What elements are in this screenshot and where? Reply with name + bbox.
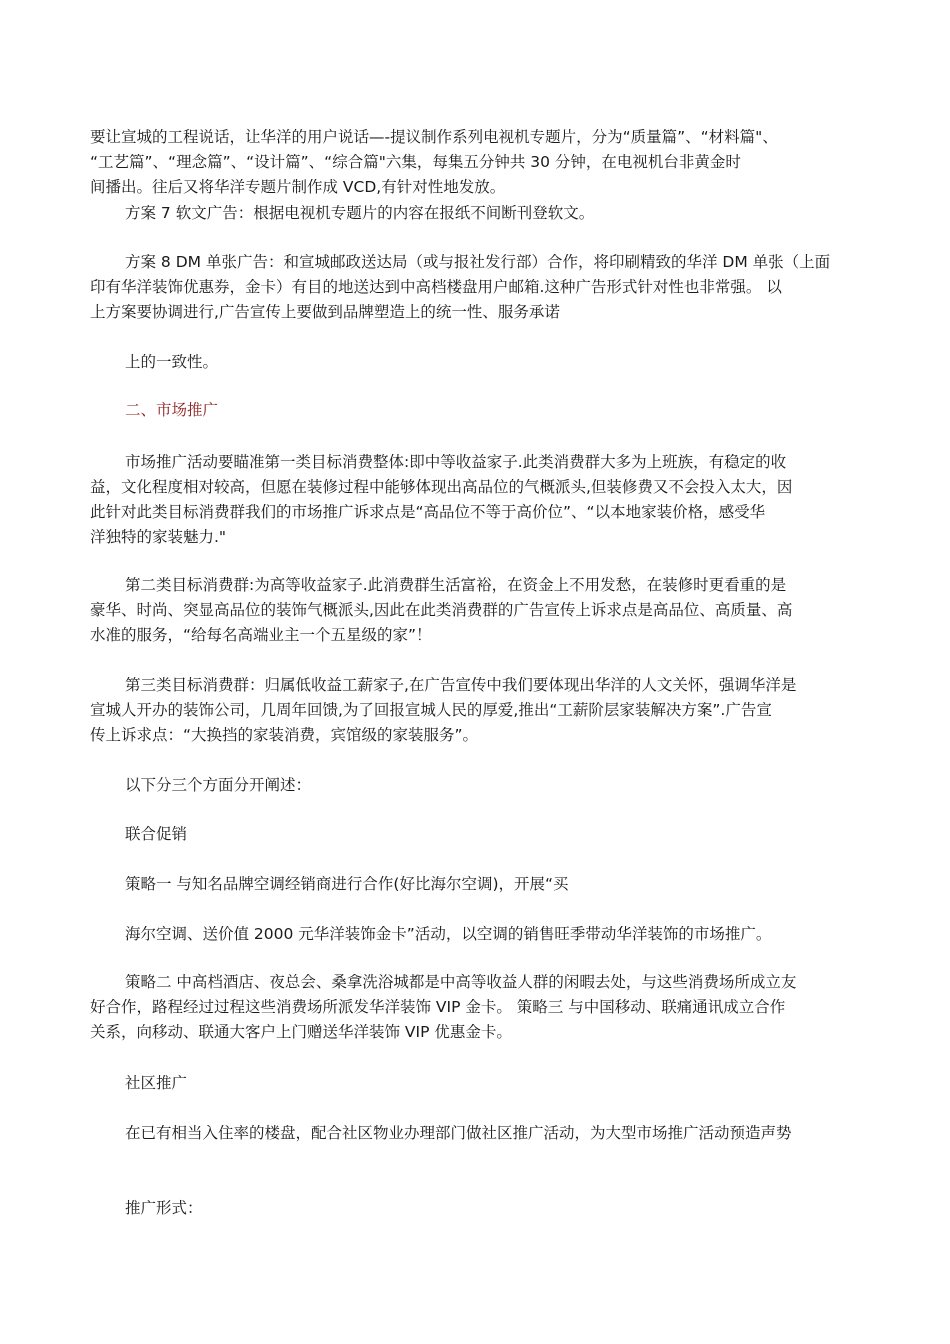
- text-line: “工艺篇”、“理念篇”、“设计篇”、“综合篇"六集，每集五分钟共 30 分钟，在电视机台非黄金时: [90, 153, 741, 171]
- paragraph-target-group-2: [90, 573, 860, 648]
- text-line: 宣城人开办的装饰公司，几周年回馈,为了回报宣城人民的厚爱,推出“工薪阶层家装解决方案”.广告宣: [90, 701, 772, 719]
- subheading-community-promotion: 社区推广: [125, 1074, 188, 1092]
- text-line: 市场推广活动要瞄准第一类目标消费整体:即中等收益家子.此类消费群大多为上班族，有稳定的收: [125, 453, 787, 471]
- section-heading-market-promotion: 二、市场推广: [125, 401, 219, 419]
- text-line: 要让宣城的工程说话，让华洋的用户说话—-提议制作系列电视机专题片，分为“质量篇”、“材料篇"、: [90, 128, 778, 146]
- text-line: 此针对此类目标消费群我们的市场推广诉求点是“高品位不等于高价位”、“以本地家装价格，感受华: [90, 503, 766, 521]
- text-line: 第二类目标消费群:为高等收益家子.此消费群生活富裕，在资金上不用发愁，在装修时更看重的是: [125, 576, 787, 594]
- paragraph-strategy-2-3: [90, 970, 860, 1045]
- text-line: 关系，向移动、联通大客户上门赠送华洋装饰 VIP 优惠金卡。: [90, 1023, 512, 1041]
- text-line: 洋独特的家装魅力.": [90, 528, 227, 546]
- text-line: 方案 8 DM 单张广告：和宣城邮政送达局（或与报社发行部）合作，将印刷精致的华洋 DM 单张（上面: [125, 253, 831, 271]
- text-line: 策略二 中高档酒店、夜总会、桑拿洗浴城都是中高等收益人群的闲暇去处，与这些消费场所成立友: [125, 973, 797, 991]
- text-line: 间播出。往后又将华洋专题片制作成 VCD,有针对性地发放。: [90, 178, 506, 196]
- paragraph-strategy-1-cont: 海尔空调、送价值 2000 元华洋装饰金卡”活动，以空调的销售旺季带动华洋装饰的市场推广。: [125, 925, 772, 943]
- paragraph-consistency: 上的一致性。: [125, 353, 219, 371]
- text-line: 传上诉求点：“大换挡的家装消费，宾馆级的家装服务”。: [90, 726, 479, 744]
- paragraph-target-group-1: [90, 450, 860, 550]
- subheading-promotion-forms: 推广形式：: [125, 1199, 203, 1217]
- text-line: 上方案要协调进行,广告宣传上要做到品牌塑造上的统一性、服务承诺: [90, 303, 560, 321]
- paragraph-three-aspects: 以下分三个方面分开阐述：: [125, 776, 312, 794]
- text-line: 好合作，路程经过过程这些消费场所派发华洋装饰 VIP 金卡。 策略三 与中国移动、联痛通讯成立合作: [90, 998, 786, 1016]
- subheading-joint-promotion: 联合促销: [125, 825, 188, 843]
- text-line: 印有华洋装饰优惠券，金卡）有目的地送达到中高档楼盘用户邮箱.这种广告形式针对性也非常强。 以: [90, 278, 782, 296]
- paragraph-strategy-1: 策略一 与知名品牌空调经销商进行合作(好比海尔空调)，开展“买: [125, 875, 569, 893]
- paragraph-tv-special: [90, 125, 860, 200]
- paragraph-community: 在已有相当入住率的楼盘，配合社区物业办理部门做社区推广活动，为大型市场推广活动预造声势: [125, 1124, 792, 1142]
- paragraph-target-group-3: [90, 673, 860, 748]
- paragraph-plan-7: 方案 7 软文广告：根据电视机专题片的内容在报纸不间断刊登软文。: [125, 204, 595, 222]
- paragraph-plan-8: [90, 250, 860, 325]
- text-line: 第三类目标消费群：归属低收益工薪家子,在广告宣传中我们要体现出华洋的人文关怀，强调华洋是: [125, 676, 797, 694]
- text-line: 水准的服务，“给每名高端业主一个五星级的家”！: [90, 626, 432, 644]
- text-line: 益，文化程度相对较高，但愿在装修过程中能够体现出高品位的气概派头,但装修费又不会投入太大，因: [90, 478, 793, 496]
- text-line: 豪华、时尚、突显高品位的装饰气概派头,因此在此类消费群的广告宣传上诉求点是高品位、高质量、高: [90, 601, 793, 619]
